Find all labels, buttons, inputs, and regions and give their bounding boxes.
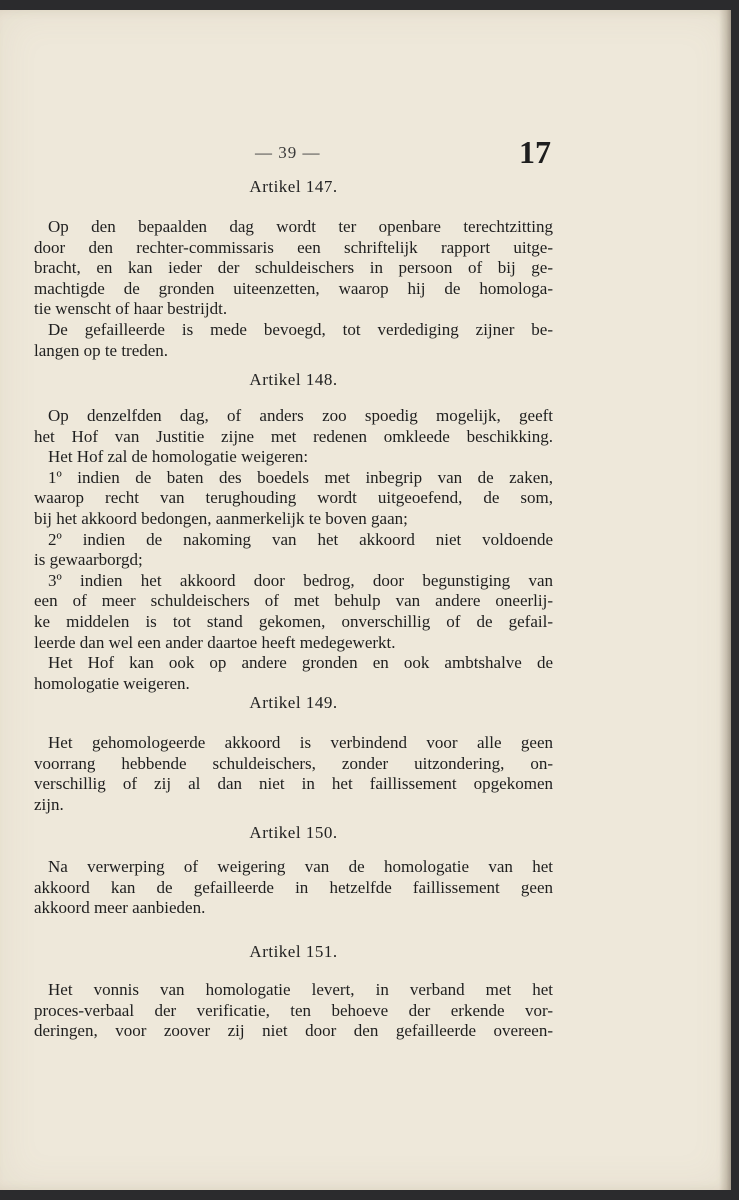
text-line: het Hof van Justitie zijne met redenen omkleede beschikking. — [34, 426, 553, 446]
book-page — [0, 10, 731, 1190]
text-line: homologatie weigeren. — [34, 673, 190, 693]
text-line: 2º indien de nakoming van het akkoord niet voldoende — [48, 529, 553, 549]
text-line: Het gehomologeerde akkoord is verbindend voor alle geen — [48, 733, 553, 752]
article-148-body — [34, 406, 553, 694]
article-150-body — [34, 857, 553, 919]
article-147-heading: Artikel 147. — [249, 177, 338, 196]
article-151-body — [34, 980, 553, 1042]
text-line: 1º indien de baten des boedels met inbegrip van de zaken, — [48, 467, 553, 487]
text-line: voorrang hebbende schuldeischers, zonder uitzondering, on- — [34, 753, 553, 773]
article-151-heading: Artikel 151. — [249, 942, 338, 961]
text-line: tie wenscht of haar bestrijdt. — [34, 299, 228, 319]
text-line: een of meer schuldeischers of met behulp van andere oneerlij- — [34, 591, 553, 611]
article-147-body — [34, 217, 553, 361]
sheet-number: 17 — [519, 134, 551, 170]
text-line: Op denzelfden dag, of anders zoo spoedig mogelijk, geeft — [48, 406, 553, 425]
page-edge-shadow — [719, 10, 731, 1190]
article-148-heading: Artikel 148. — [249, 370, 338, 389]
text-line: machtigde de gronden uiteenzetten, waarop hij de homologa- — [34, 278, 553, 298]
text-line: bracht, en kan ieder der schuldeischers in persoon of bij ge- — [34, 258, 553, 278]
text-line: Het Hof zal de homologatie weigeren: — [48, 447, 309, 467]
text-line: langen op te treden. — [34, 340, 169, 360]
text-line: door den rechter-commissaris een schriftelijk rapport uitge- — [34, 237, 553, 257]
text-line: leerde dan wel een ander daartoe heeft medegewerkt. — [34, 632, 396, 652]
text-line: akkoord meer aanbieden. — [34, 898, 206, 918]
text-line: is gewaarborgd; — [34, 550, 143, 570]
text-line: Het vonnis van homologatie levert, in verband met het — [48, 980, 553, 999]
text-line: waarop recht van terughouding wordt uitgeoefend, de som, — [34, 488, 553, 508]
article-149-heading: Artikel 149. — [249, 693, 338, 712]
page-folio: — 39 — — [255, 143, 321, 162]
text-line: 3º indien het akkoord door bedrog, door begunstiging van — [48, 570, 553, 590]
text-line: bij het akkoord bedongen, aanmerkelijk te boven gaan; — [34, 508, 408, 528]
text-line: Na verwerping of weigering van de homologatie van het — [48, 857, 553, 876]
text-line: proces-verbaal der verificatie, ten behoeve der erkende vor- — [34, 1000, 553, 1020]
text-line: verschillig of zij al dan niet in het faillissement opgekomen — [34, 774, 553, 794]
article-150-heading: Artikel 150. — [249, 823, 338, 842]
text-line: De gefailleerde is mede bevoegd, tot verdediging zijner be- — [48, 319, 553, 339]
text-line: Het Hof kan ook op andere gronden en ook ambtshalve de — [48, 653, 553, 673]
text-line: ke middelen is tot stand gekomen, onverschillig of de gefail- — [34, 611, 553, 631]
text-line: Op den bepaalden dag wordt ter openbare terechtzitting — [48, 217, 553, 236]
text-line: zijn. — [34, 794, 64, 814]
text-line: akkoord kan de gefailleerde in hetzelfde faillissement geen — [34, 877, 553, 897]
text-line: deringen, voor zoover zij niet door den gefailleerde overeen- — [34, 1021, 553, 1041]
article-149-body — [34, 733, 553, 815]
